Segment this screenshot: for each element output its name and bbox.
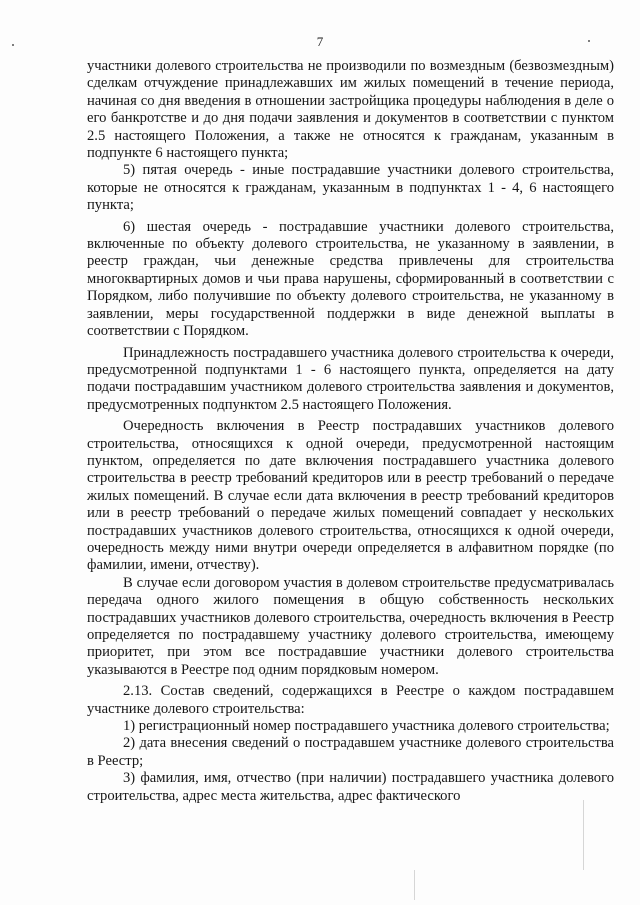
paragraph-continuation: участники долевого строительства не производили по возмездным (безвозмездным) сделкам отчуждение принадлежавших им жилых помещений в течение периода, начиная со дня введения в отношении застройщика процедуры наблюдения в деле о его банкротстве и до дня подачи заявления и документов в соответствии с пунктом 2.5 настоящего Положения, а также не относятся к гражданам, указанным в подпункте 6 настоящего пункта; bbox=[87, 58, 614, 162]
document-body bbox=[87, 58, 614, 805]
scan-speck bbox=[588, 40, 590, 42]
scan-line-artifact bbox=[583, 800, 584, 870]
paragraph-shared-ownership: В случае если договором участия в долевом строительстве предусматривалась передача одного жилого помещения в общую собственность нескольких пострадавших участников долевого строительства, очередность включения в Реестр определяется по пострадавшему участнику долевого строительства, имеющему приоритет, при этом все пострадавшие участники долевого строительства указываются в Реестре под одним порядковым номером. bbox=[87, 574, 614, 678]
paragraph-queue-membership: Принадлежность пострадавшего участника долевого строительства к очереди, предусмотренной подпунктами 1 - 6 настоящего пункта, определяется на дату подачи пострадавшим участником долевого строительства заявления и документов, предусмотренных подпунктом 2.5 настоящего Положения. bbox=[87, 344, 614, 413]
paragraph-item-6: 6) шестая очередь - пострадавшие участники долевого строительства, включенные по объекту долевого строительства, не указанному в заявлении, в реестр граждан, чьи денежные средства привлечены для строительства многоквартирных домов и чьи права нарушены, сформированный в соответствии с Порядком, либо получившие по объекту долевого строительства, не указанному в заявлении, меры государственной поддержки в виде денежной выплаты в соответствии с Порядком. bbox=[87, 218, 614, 340]
paragraph-2-13: 2.13. Состав сведений, содержащихся в Реестре о каждом пострадавшем участнике долевого строительства: bbox=[87, 683, 614, 717]
scan-line-artifact bbox=[414, 870, 415, 900]
list-item-2: 2) дата внесения сведений о пострадавшем участнике долевого строительства в Реестр; bbox=[87, 735, 614, 769]
scan-speck bbox=[12, 44, 14, 46]
paragraph-inclusion-order: Очередность включения в Реестр пострадавших участников долевого строительства, относящихся к одной очереди, предусмотренной настоящим пунктом, определяется по дате включения пострадавшего участника долевого строительства в реестр требований кредиторов или в реестр требований о передаче жилых помещений. В случае если дата включения в реестр требований кредиторов или в реестр требований о передаче жилых помещений совпадает у нескольких пострадавших участников долевого строительства, относящихся к одной очереди, очередность между ними внутри очереди определяется в алфавитном порядке (по фамилии, имени, отчеству). bbox=[87, 418, 614, 574]
page-number: 7 bbox=[316, 34, 324, 49]
paragraph-item-5: 5) пятая очередь - иные пострадавшие участники долевого строительства, которые не относятся к гражданам, указанным в подпунктах 1 - 4, 6 настоящего пункта; bbox=[87, 162, 614, 214]
list-item-3: 3) фамилия, имя, отчество (при наличии) пострадавшего участника долевого строительства, адрес места жительства, адрес фактического bbox=[87, 770, 614, 804]
list-item-1: 1) регистрационный номер пострадавшего участника долевого строительства; bbox=[123, 718, 610, 735]
